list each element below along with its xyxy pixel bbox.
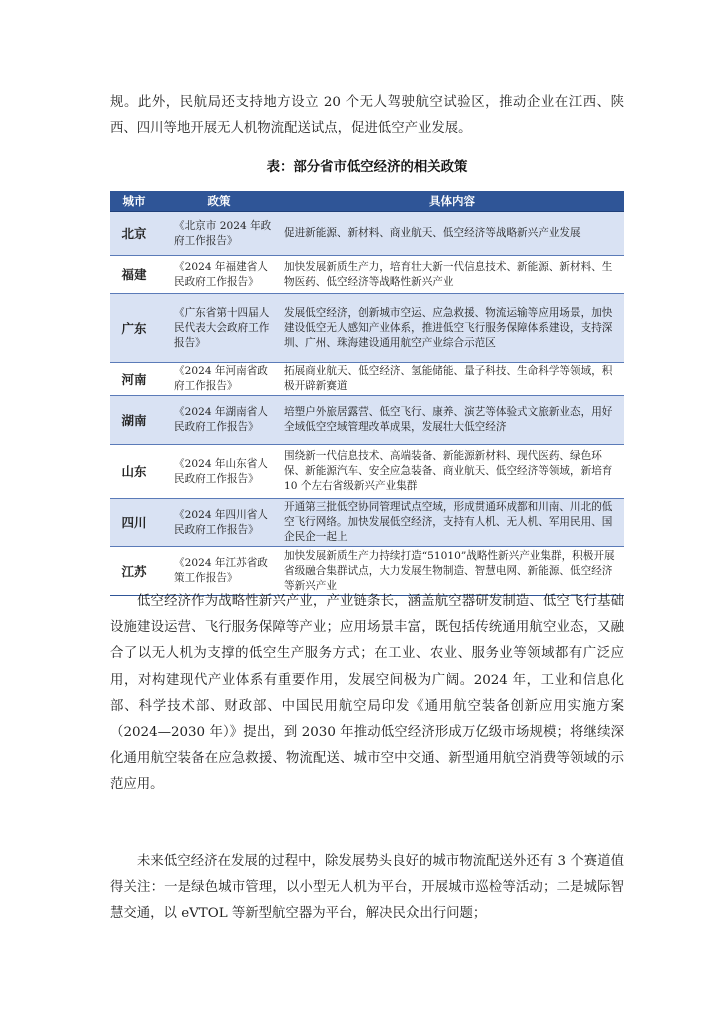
cell-city: 河南	[110, 363, 158, 396]
table-row	[110, 499, 624, 547]
cell-city: 湖南	[110, 396, 158, 445]
body-paragraph-3: 未来低空经济在发展的过程中，除发展势头良好的城市物流配送外还有 3 个赛道值得关注：一是绿色城市管理，以小型无人机为平台，开展城市巡检等活动；二是城际智慧交通，以 eVTOL 等新型航空器为平台，解决民众出行问题；	[110, 854, 624, 922]
cell-policy: 《2024 年河南省政府工作报告》	[158, 363, 280, 396]
cell-content: 培塑户外旅居露营、低空飞行、康养、演艺等体验式文旅新业态，用好全域低空空域管理改革成果，发展壮大低空经济	[280, 396, 624, 445]
body-paragraph-2: 低空经济作为战略性新兴产业，产业链条长，涵盖航空器研发制造、低空飞行基础设施建设运营、飞行服务保障等产业；应用场景丰富，既包括传统通用航空业态，又融合了以无人机为支撑的低空生产服务方式；在工业、农业、服务业等领域都有广泛应用，对构建现代产业体系有重要作用，发展空间极为广阔。2024 年，工业和信息化部、科学技术部、财政部、中国民用航空局印发《通用航空装备创新应用实施方案（2024—2030 年）》提出，到 2030 年推动低空经济形成万亿级市场规模；将继续深化通用航空装备在应急救援、物流配送、城市空中交通、新型通用航空消费等领域的示范应用。	[110, 594, 624, 793]
cell-policy: 《2024 年江苏省政策工作报告》	[158, 547, 280, 596]
cell-city: 广东	[110, 294, 158, 363]
table-caption: 表：部分省市低空经济的相关政策	[266, 160, 468, 175]
cell-policy: 《广东省第十四届人民代表大会政府工作报告》	[158, 294, 280, 363]
cell-city: 福建	[110, 256, 158, 294]
table-row	[110, 396, 624, 445]
cell-policy: 《2024 年山东省人民政府工作报告》	[158, 445, 280, 499]
header-city: 城市	[110, 191, 158, 212]
cell-city: 四川	[110, 499, 158, 547]
cell-content: 促进新能源、新材料、商业航天、低空经济等战略新兴产业发展	[280, 212, 624, 256]
cell-policy: 《2024 年湖南省人民政府工作报告》	[158, 396, 280, 445]
cell-city: 北京	[110, 212, 158, 256]
cell-content: 开通第三批低空协同管理试点空域，形成贯通环成都和川南、川北的低空飞行网络。加快发展低空经济，支持有人机、无人机、军用民用、国企民企一起上	[280, 499, 624, 547]
cell-city: 江苏	[110, 547, 158, 596]
intro-paragraph: 规。此外，民航局还支持地方设立 20 个无人驾驶航空试验区，推动企业在江西、陕西、四川等地开展无人机物流配送试点，促进低空产业发展。	[110, 95, 624, 137]
cell-policy: 《2024 年福建省人民政府工作报告》	[158, 256, 280, 294]
policy-table	[110, 191, 624, 596]
header-content: 具体内容	[280, 191, 624, 212]
table-header-row	[110, 191, 624, 212]
cell-content: 拓展商业航天、低空经济、氢能储能、量子科技、生命科学等领域，积极开辟新赛道	[280, 363, 624, 396]
cell-city: 山东	[110, 445, 158, 499]
table-row	[110, 294, 624, 363]
cell-policy: 《2024 年四川省人民政府工作报告》	[158, 499, 280, 547]
table-row	[110, 363, 624, 396]
table-row	[110, 256, 624, 294]
cell-content: 加快发展新质生产力持续打造“51010”战略性新兴产业集群，积极开展省级融合集群试点，大力发展生物制造、智慧电网、新能源、低空经济等新兴产业	[280, 547, 624, 596]
cell-content: 加快发展新质生产力，培育壮大新一代信息技术、新能源、新材料、生物医药、低空经济等战略性新兴产业	[280, 256, 624, 294]
table-row	[110, 445, 624, 499]
cell-content: 围绕新一代信息技术、高端装备、新能源新材料、现代医药、绿色环保、新能源汽车、安全应急装备、商业航天、低空经济等领域，新培育 10 个左右省级新兴产业集群	[280, 445, 624, 499]
cell-policy: 《北京市 2024 年政府工作报告》	[158, 212, 280, 256]
table-row	[110, 212, 624, 256]
cell-content: 发展低空经济，创新城市空运、应急救援、物流运输等应用场景，加快建设低空无人感知产业体系，推进低空飞行服务保障体系建设，支持深圳、广州、珠海建设通用航空产业综合示范区	[280, 294, 624, 363]
header-policy: 政策	[158, 191, 280, 212]
